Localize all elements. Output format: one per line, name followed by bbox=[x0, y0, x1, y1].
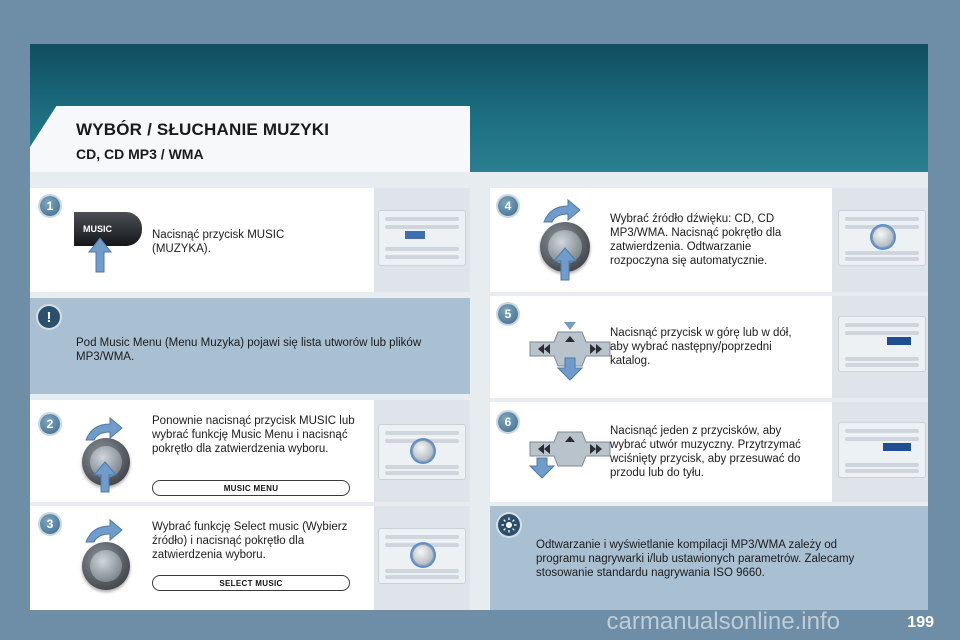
watermark: carmanualsonline.info bbox=[606, 608, 840, 635]
rotate-arrow-icon bbox=[80, 518, 124, 544]
page-subtitle: CD, CD MP3 / WMA bbox=[76, 146, 204, 162]
page-number: 199 bbox=[907, 614, 934, 631]
sun-glyph-icon bbox=[501, 517, 517, 533]
music-menu-pill: MUSIC MENU bbox=[152, 480, 350, 496]
radio-unit-image bbox=[838, 422, 926, 478]
select-music-pill: SELECT MUSIC bbox=[152, 575, 350, 591]
step-number-1: 1 bbox=[40, 196, 60, 216]
push-arrow-icon bbox=[92, 460, 118, 494]
sun-tip-icon bbox=[498, 514, 520, 536]
radio-unit-image bbox=[378, 424, 466, 480]
warning-text: Pod Music Menu (Menu Muzyka) pojawi się lista utworów lub plików MP3/WMA. bbox=[76, 337, 422, 363]
radio-unit-image bbox=[838, 316, 926, 372]
step-1-text: Nacisnąć przycisk MUSIC (MUZYKA). bbox=[152, 229, 285, 255]
step-6-text: Nacisnąć jeden z przycisków, aby wybrać utwór muzyczny. Przytrzymać wciśnięty przycisk, aby przesuwać do przodu lub do tyłu. bbox=[610, 425, 801, 479]
page-title: WYBÓR / SŁUCHANIE MUZYKI bbox=[76, 120, 330, 139]
step-number-3: 3 bbox=[40, 514, 60, 534]
radio-unit-image bbox=[838, 210, 926, 266]
step-5-text: Nacisnąć przycisk w górę lub w dół, aby wybrać następny/poprzedni katalog. bbox=[610, 327, 792, 367]
radio-unit-image bbox=[378, 528, 466, 584]
push-arrow-icon bbox=[552, 246, 578, 282]
step-4-text: Wybrać źródło dźwięku: CD, CD MP3/WMA. Nacisnąć pokrętło dla zatwierdzenia. Odtwarzanie rozpoczyna się automatycznie. bbox=[610, 213, 782, 267]
step-2-text: Ponownie nacisnąć przycisk MUSIC lub wybrać funkcję Music Menu i nacisnąć pokrętło dla zatwierdzenia wyboru. bbox=[152, 415, 355, 455]
tip-text: Odtwarzanie i wyświetlanie kompilacji MP3/WMA zależy od programu nagrywarki i/lub ustawionych parametrów. Zalecamy stosowanie standardu nagrywania ISO 9660. bbox=[536, 539, 855, 579]
step-number-2: 2 bbox=[40, 414, 60, 434]
step-3-text: Wybrać funkcję Select music (Wybierz źródło) i nacisnąć pokrętło dla zatwierdzenia wyboru. bbox=[152, 521, 348, 561]
step-number-4: 4 bbox=[498, 196, 518, 216]
step-number-5: 5 bbox=[498, 304, 518, 324]
rotary-knob-icon bbox=[82, 542, 130, 590]
seek-rocker-icon bbox=[524, 420, 616, 482]
step-number-6: 6 bbox=[498, 412, 518, 432]
warning-icon bbox=[38, 306, 60, 328]
seek-rocker-icon bbox=[524, 320, 616, 382]
rotate-arrow-icon bbox=[538, 198, 582, 224]
radio-unit-image bbox=[378, 210, 466, 266]
music-button-label: MUSIC bbox=[83, 224, 112, 234]
push-arrow-icon bbox=[87, 236, 113, 274]
warning-symbol: ! bbox=[46, 308, 52, 326]
